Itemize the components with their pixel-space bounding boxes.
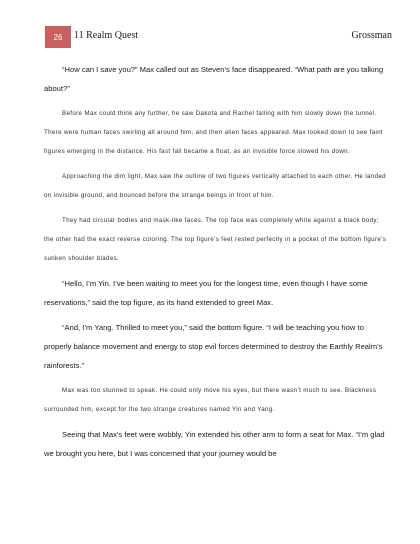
paragraph-2: Before Max could think any further, he saw Dakota and Rachel falling with him slowly down the tunnel. There were human faces swirling all around him, and then alien faces appeared. Max looked down to see faint figures emerging in the distance. His fast fall became a float, as an invisible force slowed his down. bbox=[44, 110, 384, 155]
page-header bbox=[0, 26, 420, 48]
paragraph-3: Approaching the dim light, Max saw the outline of two figures vertically attached to each other. He landed on invisible ground, and bounced before the strange beings in front of him. bbox=[44, 173, 386, 199]
book-title: 11 Realm Quest bbox=[74, 30, 139, 41]
paragraph-4: They had circular bodies and mask-like faces. The top face was completely white against a black body; the other had the exact reverse coloring. The top figure’s feet rested perfectly in a pocket of the bottom figure’s sunken shoulder blades. bbox=[44, 217, 387, 262]
author-name: Grossman bbox=[351, 30, 392, 41]
body-text bbox=[44, 60, 388, 469]
paragraph-8: Seeing that Max’s feet were wobbly, Yin extended his other arm to form a seat for Max. “I’m glad we brought you here, but I was concerned that your journey would be bbox=[44, 430, 385, 458]
paragraph-1: “How can I save you?” Max called out as Steven’s face disappeared. “What path are you talking about?” bbox=[44, 65, 384, 93]
paragraph-6: “And, I’m Yang. Thrilled to meet you,” said the bottom figure. “I will be teaching you how to properly balance movement and energy to stop evil forces determined to destroy the Earthly Realm’s rainforests.” bbox=[44, 323, 383, 370]
page-number-badge: 26 bbox=[45, 26, 71, 48]
paragraph-7: Max was too stunned to speak. He could only move his eyes, but there wasn’t much to see. Blackness surrounded him, except for the two strange creatures named Yin and Yang. bbox=[44, 387, 377, 413]
paragraph-5: “Hello, I’m Yin. I’ve been waiting to meet you for the longest time, even though I have some reservations,” said the top figure, as its hand extended to greet Max. bbox=[44, 279, 368, 307]
